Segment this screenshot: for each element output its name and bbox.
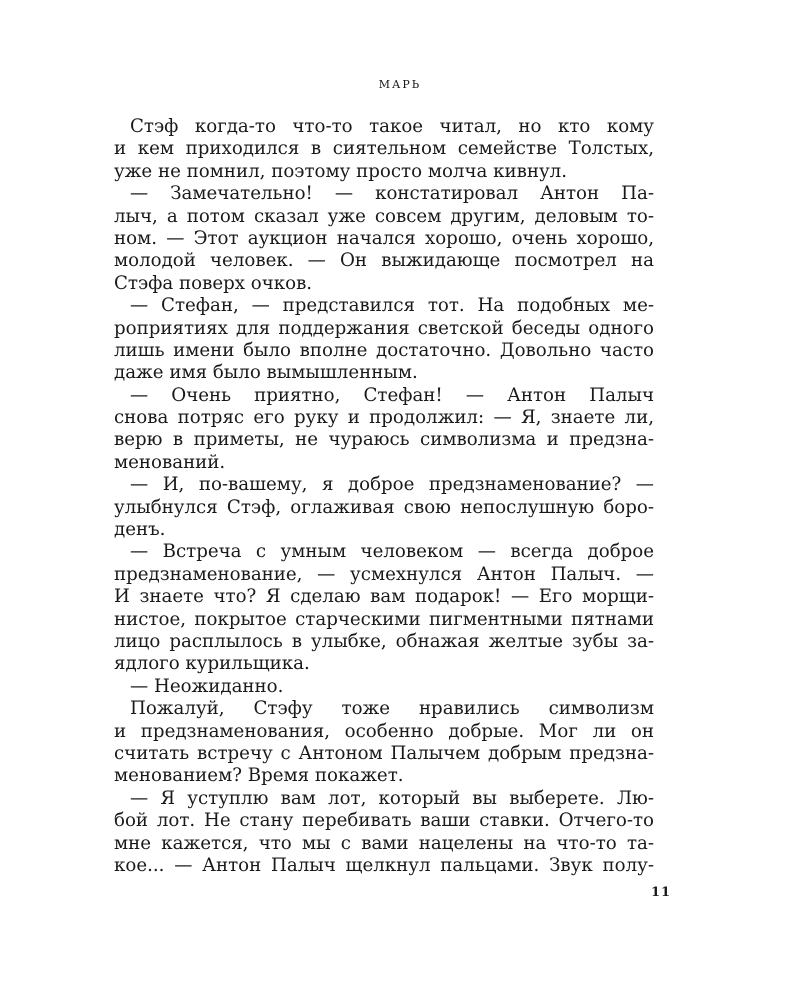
text-line: И знаете что? Я сделаю вам подарок! — Его морщи- — [114, 586, 654, 608]
text-line: лишь имени было вполне достаточно. Довольно часто — [114, 339, 654, 361]
text-line: — Неожиданно. — [130, 675, 284, 697]
page-number: 11 — [651, 885, 672, 900]
text-line: Стэфа поверх очков. — [114, 272, 313, 294]
text-line: молодой человек. — Он выжидающе посмотрел на — [114, 250, 654, 272]
text-line: лицо расплылось в улыбке, обнажая желтые зубы за- — [114, 630, 654, 652]
text-line: Стэф когда-то что-то такое читал, но кто кому — [130, 116, 654, 137]
text-line: — Замечательно! — констатировал Антон Па- — [130, 183, 654, 205]
text-line: считать встречу с Антоном Палычем добрым предзна- — [114, 742, 654, 764]
text-line: уже не помнил, поэтому просто молча кивнул. — [114, 160, 568, 182]
text-line: — Стефан, — представился тот. На подобных ме- — [130, 295, 654, 317]
text-line: лыч, а потом сказал уже совсем другим, деловым то- — [114, 205, 654, 227]
running-head: МАРЬ — [378, 78, 422, 91]
text-line: менованием? Время покажет. — [114, 765, 404, 787]
text-line: роприятиях для поддержания светской беседы одного — [114, 317, 654, 339]
text-line: Пожалуй, Стэфу тоже нравились символизм — [130, 698, 654, 720]
text-line: ядлого курильщика. — [114, 653, 310, 675]
text-line: менований. — [114, 451, 226, 473]
text-line: снова потряс его руку и продолжил: — Я, знаете ли, — [114, 407, 654, 429]
text-line: — Встреча с умным человеком — всегда доброе — [130, 541, 654, 563]
text-line: — Очень приятно, Стефан! — Антон Палыч — [130, 384, 654, 406]
text-line: даже имя было вымышленным. — [114, 362, 418, 384]
text-line: и предзнаменования, особенно добрые. Мог ли он — [114, 720, 654, 742]
text-line: ном. — Этот аукцион начался хорошо, очень хорошо, — [114, 227, 654, 249]
text-line: предзнаменование, — усмехнулся Антон Палыч. — — [114, 563, 654, 585]
text-line: бой лот. Не стану перебивать ваши ставки. Отчего-то — [114, 810, 654, 832]
text-line: улыбнулся Стэф, оглаживая свою непослушную боро- — [114, 496, 654, 518]
text-line: верю в приметы, не чураюсь символизма и предзна- — [114, 429, 654, 451]
text-line: нистое, покрытое старческими пигментными пятнами — [114, 608, 654, 630]
text-line: — Я уступлю вам лот, который вы выберете. Лю- — [130, 787, 654, 809]
text-line: — И, по-вашему, я доброе предзнаменование? — — [130, 474, 654, 496]
text-line: денъ. — [114, 519, 166, 541]
text-line: и кем приходился в сиятельном семействе Толстых, — [114, 138, 654, 160]
body-text — [114, 116, 654, 877]
text-line: мне кажется, что мы с вами нацелены на что-то та- — [114, 832, 654, 854]
text-line: кое... — Антон Палыч щелкнул пальцами. Звук полу- — [114, 854, 654, 876]
